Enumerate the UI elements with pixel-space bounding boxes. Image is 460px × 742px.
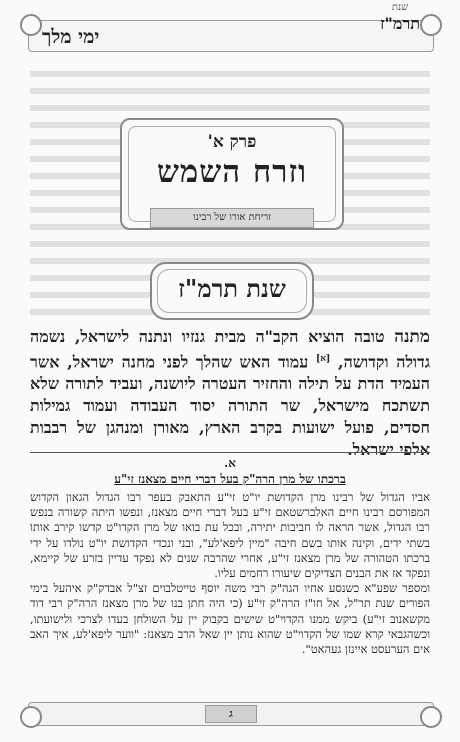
footnote-letter: א. — [224, 456, 236, 470]
opening-word: מתנה — [394, 327, 430, 347]
page-number: ג — [205, 705, 257, 723]
chapter-label: פרק א' — [207, 132, 257, 152]
header-year-label: שנת — [391, 2, 409, 13]
header-year-value: תרמ"ז — [380, 14, 420, 33]
footnote-paragraph: ומספר שפע"א כשנסע אחיו הגה"ק רבי משה יוסף טייטלבוים זצ"ל אבדק"ק איהעל בימי הפורים שנת תר"ל, אל חו"ז הרה"ק זי"ע (כי היה חתן בנו של מרן מצאנז הרה"ק רבי דוד מקשאנוב זי"ע) ביקש ממנו הקדוי"ט שישים בקבוק יין על השולחן בעדו לצרכי ולישועתו, וכשהגבאי קרא שמו של הקדוי"ט שהוא נותן יין שאל הרב מצאנז: "ווער ליפא'לע, איך האב אים הערעסט איינזן געהאט". — [30, 581, 430, 657]
ornament-corner — [420, 706, 442, 728]
footnote-heading: ברכתו של מרן הרה"ק בעל דברי חיים מצאנז זי"ע — [114, 472, 346, 486]
ornament-corner — [420, 14, 442, 36]
main-text-part-1: טובה הוציא הקב"ה מבית גנזיו ונתנה לישראל, נשמה גדולה וקדושה, — [30, 327, 430, 372]
ornament-corner — [20, 706, 42, 728]
chapter-subtitle: זריחת אורו של רבינו — [150, 208, 314, 228]
main-paragraph — [30, 326, 430, 461]
chapter-title: וזרח השמש — [156, 154, 308, 190]
chapter-title-box — [120, 118, 344, 230]
year-heading: שנת תרמ"ז — [178, 274, 286, 303]
ornament-corner — [20, 14, 42, 36]
footnote-reference[interactable]: [א] — [316, 354, 331, 364]
main-text-part-2: עמוד האש שהלך לפני מחנה ישראל, אשר העמיד הדת על תילה והחזיר העטרה ליושנה, ועביד לתורה שלא תשתכח מישראל, שר התורה יסוד העבודה ועמוד גמילות חסדים, פועל ישועות בקרב הארץ, מאורן ומנהגן של רבבות אלפי ישראל. — [30, 352, 431, 460]
running-header-title: ימי מלך — [42, 26, 100, 48]
footnote-paragraph: אביו הגדול של רבינו מרן הקדושת יו"ט זי"ע התאבק בעפר רבו הגדול הגאון הקדוש המפורסם רבינו חיים האלברשטאם זי"ע בעל דברי חיים מצאנז, ונפשו היתה קשורה בנפש רבו הגדול, אשר הראה לו חביבות יתירה, ובכל עת בואו של מרן הקדו"ט קדשו קירב אותו בשתי ידים, וקינה אותו בשם חיבה "מיין ליפא'לע", ובני ונכדי הקדושת יו"ט נולדו על ידי ברכתו הטהורה של מרן מצאנז זי"ע, אחרי שהרבה שנים לא נפקד עדיין בזרע של קיימא, ונפקד אז את הבנים הצדיקים שיעורו רחמים עליו. — [30, 490, 430, 581]
year-heading-box — [150, 262, 314, 320]
footnote-body — [30, 490, 430, 657]
running-header-year — [380, 2, 420, 34]
footnote-divider — [30, 452, 430, 453]
